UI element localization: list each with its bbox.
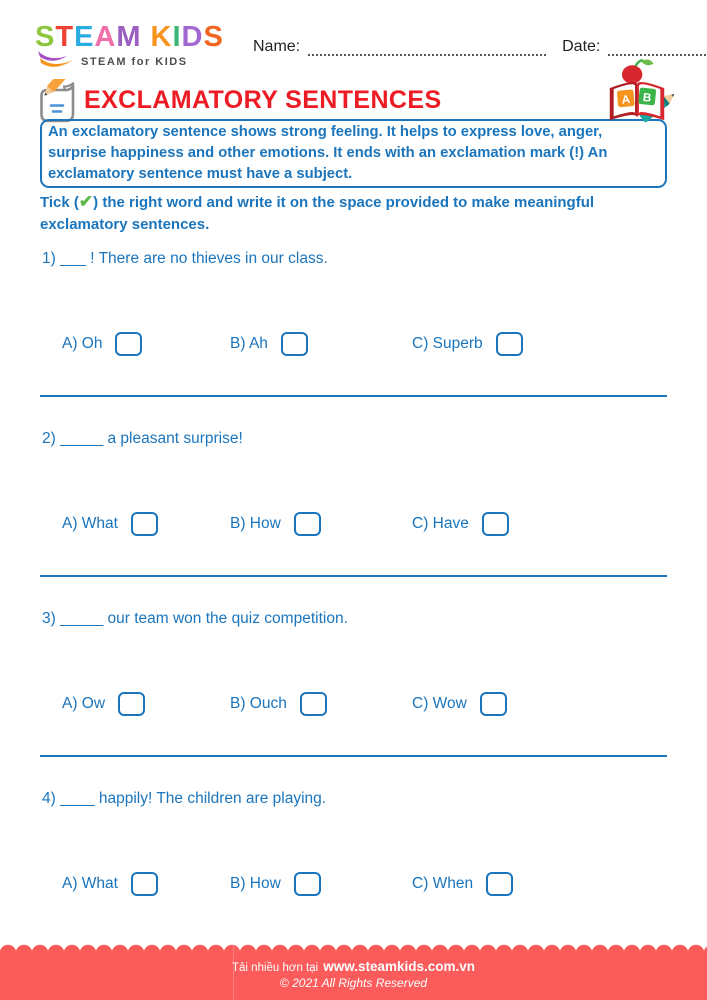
logo-letter: S xyxy=(203,21,224,53)
option-b xyxy=(230,512,321,536)
option-label: A) What xyxy=(62,515,118,532)
answer-checkbox[interactable] xyxy=(115,332,142,356)
option-label: A) What xyxy=(62,875,118,892)
question-text: 4) ____ happily! The children are playing. xyxy=(42,790,327,807)
option-c xyxy=(412,692,507,716)
answer-checkbox[interactable] xyxy=(300,692,327,716)
section-divider xyxy=(40,575,667,577)
logo-letter: E xyxy=(74,21,95,53)
options-row xyxy=(40,332,667,358)
section-divider xyxy=(40,395,667,397)
abc-book-icon xyxy=(600,57,674,127)
footer xyxy=(0,953,707,1000)
option-label: B) Ah xyxy=(230,335,268,352)
option-c xyxy=(412,332,523,356)
logo-letter: K xyxy=(150,21,173,53)
option-b xyxy=(230,872,321,896)
logo-tagline: STEAM for KIDS xyxy=(81,56,188,68)
footer-fold-line xyxy=(233,943,234,1000)
options-row xyxy=(40,872,667,898)
logo-letter: T xyxy=(55,21,75,53)
logo-letter: D xyxy=(181,21,204,53)
name-label: Name: xyxy=(253,38,301,55)
option-label: B) How xyxy=(230,875,281,892)
option-a xyxy=(62,692,145,716)
question-2 xyxy=(40,428,667,608)
answer-checkbox[interactable] xyxy=(131,872,158,896)
logo-letter: S xyxy=(35,21,56,53)
option-label: B) How xyxy=(230,515,281,532)
footer-scallop-edge xyxy=(0,943,707,953)
logo-letter: M xyxy=(116,21,142,53)
option-c xyxy=(412,512,509,536)
steam-kids-logo xyxy=(35,22,224,68)
option-label: B) Ouch xyxy=(230,695,287,712)
option-label: C) When xyxy=(412,875,474,892)
answer-checkbox[interactable] xyxy=(486,872,513,896)
answer-checkbox[interactable] xyxy=(118,692,145,716)
section-divider xyxy=(40,755,667,757)
option-b xyxy=(230,332,308,356)
answer-checkbox[interactable] xyxy=(496,332,523,356)
option-label: C) Have xyxy=(412,515,469,532)
footer-download-line xyxy=(0,959,707,974)
option-label: C) Superb xyxy=(412,335,483,352)
question-text: 2) _____ a pleasant surprise! xyxy=(42,430,243,447)
answer-checkbox[interactable] xyxy=(294,872,321,896)
question-text: 1) ___ ! There are no thieves in our class. xyxy=(42,250,328,267)
badge-letter-a: A xyxy=(621,92,631,107)
options-row xyxy=(40,692,667,718)
date-label: Date: xyxy=(562,38,601,55)
definition-box: An exclamatory sentence shows strong feeling. It helps to express love, anger, surprise happiness and other emotions. It ends with an exclamation mark (!) An exclamatory sentence must have a subject. xyxy=(40,119,667,188)
question-3 xyxy=(40,608,667,788)
name-write-in-line[interactable] xyxy=(308,42,546,56)
answer-checkbox[interactable] xyxy=(294,512,321,536)
option-label: A) Ow xyxy=(62,695,106,712)
answer-checkbox[interactable] xyxy=(480,692,507,716)
instructions-before: Tick ( xyxy=(40,194,79,211)
footer-prefix: Tải nhiều hơn tại xyxy=(232,962,319,974)
question-4 xyxy=(40,788,667,968)
instructions xyxy=(40,191,667,236)
logo-letter: A xyxy=(94,21,117,53)
name-date-row xyxy=(253,38,707,56)
option-label: A) Oh xyxy=(62,335,103,352)
date-write-in-line[interactable] xyxy=(608,42,707,56)
instructions-after: ) the right word and write it on the space provided to make meaningful exclamatory sentences. xyxy=(40,194,595,233)
options-row xyxy=(40,512,667,538)
check-icon: ✔ xyxy=(78,192,94,211)
answer-checkbox[interactable] xyxy=(482,512,509,536)
logo-wordmark xyxy=(35,22,224,52)
footer-website-url: www.steamkids.com.vn xyxy=(323,959,475,974)
footer-copyright: © 2021 All Rights Reserved xyxy=(279,976,428,990)
page-title: EXCLAMATORY SENTENCES xyxy=(84,86,442,114)
option-a xyxy=(62,872,158,896)
badge-letter-b: B xyxy=(642,90,652,105)
question-1 xyxy=(40,248,667,428)
option-label: C) Wow xyxy=(412,695,467,712)
question-text: 3) _____ our team won the quiz competition. xyxy=(42,610,348,627)
logo-letter: I xyxy=(172,21,182,53)
option-b xyxy=(230,692,327,716)
answer-checkbox[interactable] xyxy=(281,332,308,356)
answer-checkbox[interactable] xyxy=(131,512,158,536)
option-a xyxy=(62,512,158,536)
logo-swoosh-icon xyxy=(37,50,75,68)
option-a xyxy=(62,332,142,356)
option-c xyxy=(412,872,513,896)
